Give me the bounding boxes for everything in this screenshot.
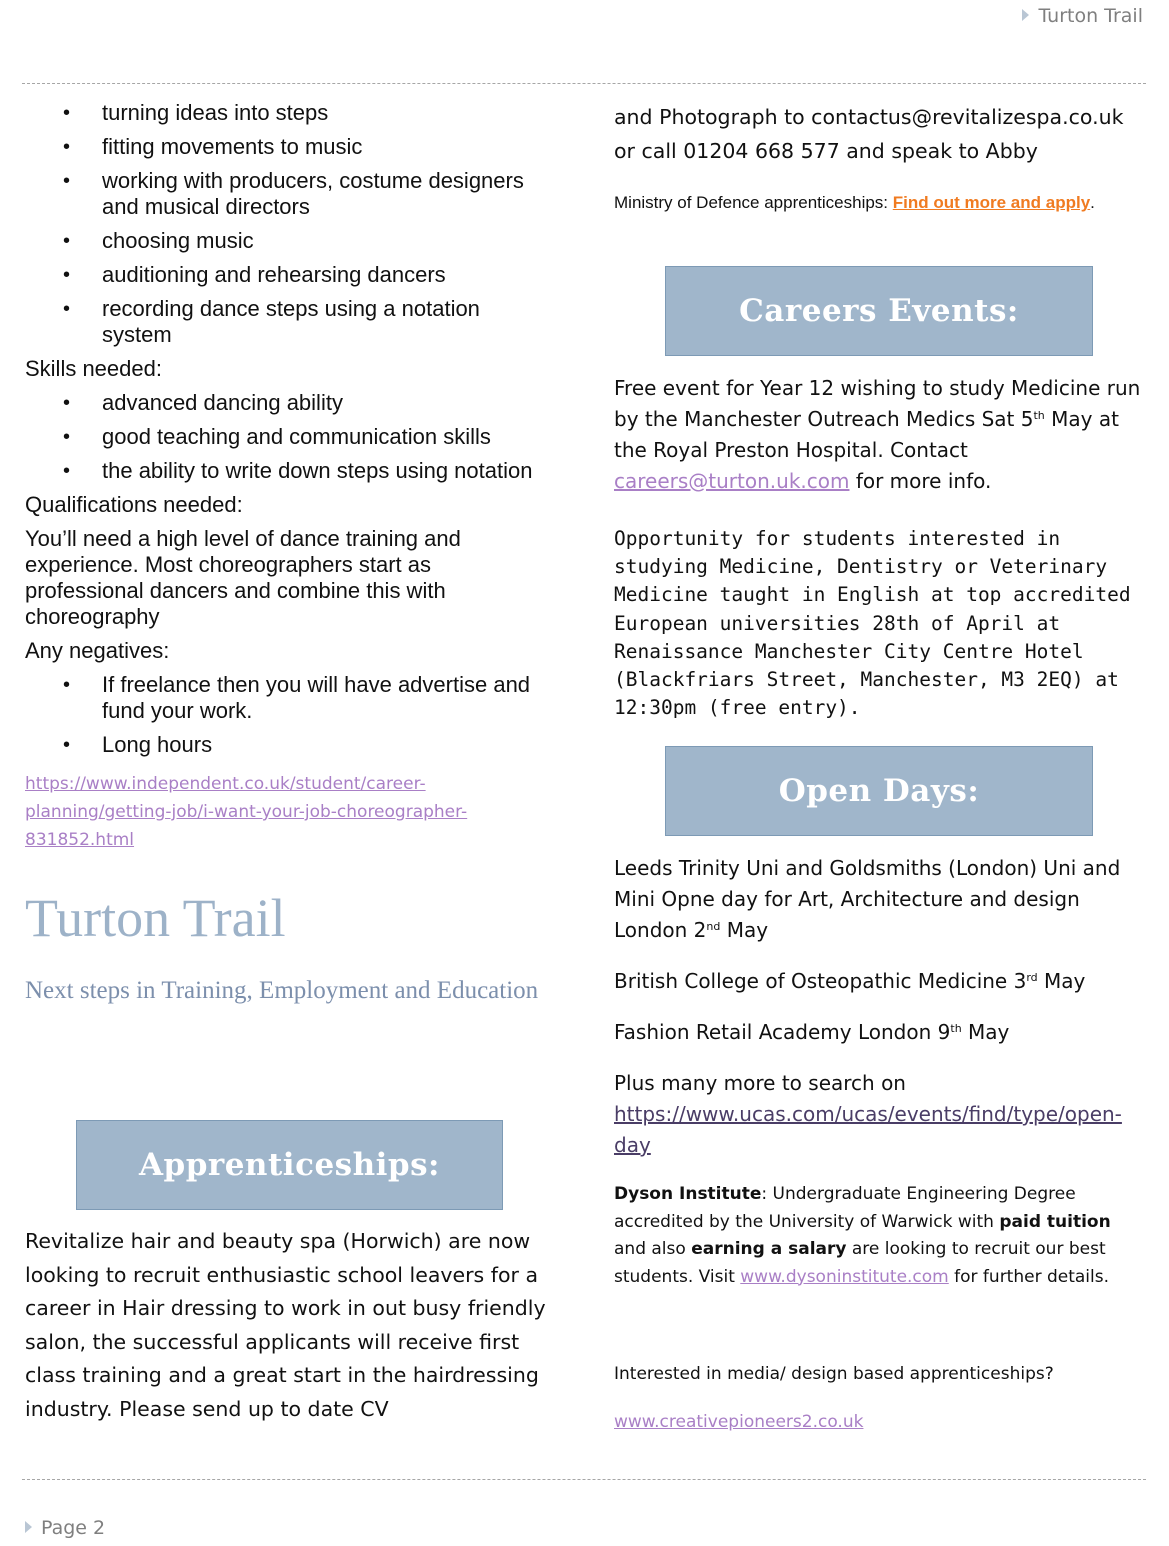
dyson-text-b: and also <box>614 1239 692 1259</box>
dyson-text-c: are looking to recruit our best students. Visit <box>614 1239 1106 1287</box>
dyson-link[interactable]: www.dysoninstitute.com <box>740 1266 949 1287</box>
open-day-fashion-retail <box>614 1017 1144 1048</box>
newsletter-subtitle: Next steps in Training, Employment and Education <box>25 977 539 1004</box>
event1-text-b: May at the Royal Preston Hospital. Contact <box>614 407 1119 462</box>
list-item: • good teaching and communication skills <box>25 424 555 450</box>
dyson-text-d: for further details. <box>948 1266 1110 1287</box>
dyson-text-a: : Undergraduate Engineering Degree accredited by the University of Warwick with <box>614 1184 1076 1232</box>
mod-end: . <box>1090 193 1095 212</box>
list-item: • fitting movements to music <box>25 134 555 160</box>
od1-text-a: Leeds Trinity Uni and Goldsmiths (London) Uni and Mini Opne day for Art, Architecture and design London 2 <box>614 856 1121 942</box>
list-item: • working with producers, costume designers and musical directors <box>25 168 555 220</box>
list-item: • recording dance steps using a notation system <box>25 296 555 348</box>
mod-apprenticeships <box>614 190 1142 216</box>
footer <box>25 1517 105 1539</box>
dyson-bold-2: paid tuition <box>999 1211 1111 1232</box>
od2-text-b: May <box>1037 969 1086 993</box>
source-url-line-3[interactable]: 831852.html <box>25 830 135 850</box>
event1-text-c: for more info. <box>849 469 992 493</box>
negatives-list <box>25 672 555 758</box>
qualifications-text: You’ll need a high level of dance training and experience. Most choreographers start as professional dancers and combine this with choreography <box>25 526 461 629</box>
od1-sup: nd <box>706 920 721 933</box>
od3-text-a: Fashion Retail Academy London 9 <box>614 1020 951 1044</box>
duties-list <box>25 100 555 348</box>
apprenticeships-heading: Apprenticeships: <box>138 1147 441 1183</box>
footer-divider <box>22 1479 1146 1480</box>
od4-text: Plus many more to search on <box>614 1071 906 1095</box>
careers-email-link[interactable]: careers@turton.uk.com <box>614 469 850 493</box>
list-item: • choosing music <box>25 228 555 254</box>
apprenticeships-text: Revitalize hair and beauty spa (Horwich) are now looking to recruit enthusiastic school leavers for a career in Hair dressing to work in out busy friendly salon, the successful applicants will receive first class training and a great start in the hairdressing industry. Please send up to date CV <box>25 1229 546 1421</box>
header-title: Turton Trail <box>1038 5 1143 27</box>
open-day-osteopathic <box>614 966 1144 997</box>
careers-events-heading: Careers Events: <box>739 293 1019 329</box>
source-link[interactable] <box>25 770 555 854</box>
source-url-line-1[interactable]: https://www.independent.co.uk/student/career- <box>25 774 426 794</box>
triangle-bullet-icon <box>25 1521 32 1533</box>
open-day-leeds-goldsmiths <box>614 853 1144 946</box>
list-item: • Long hours <box>25 732 555 758</box>
list-item: • turning ideas into steps <box>25 100 555 126</box>
dyson-bold: Dyson Institute <box>614 1184 762 1204</box>
open-days-section <box>614 853 1144 1436</box>
list-item: • advanced dancing ability <box>25 390 555 416</box>
od2-text-a: British College of Osteopathic Medicine 3 <box>614 969 1027 993</box>
od3-sup: th <box>950 1022 962 1035</box>
ucas-open-day-link[interactable]: https://www.ucas.com/ucas/events/find/type/open-day <box>614 1102 1122 1157</box>
negatives-heading: Any negatives: <box>25 638 170 663</box>
careers-events-heading-box <box>665 266 1093 356</box>
open-day-ucas-search <box>614 1068 1144 1161</box>
triangle-bullet-icon <box>1022 9 1029 21</box>
dyson-institute <box>614 1181 1144 1291</box>
careers-events-section <box>614 373 1144 722</box>
dyson-bold-3: earning a salary <box>691 1239 847 1259</box>
media-question: Interested in media/ design based apprenticeships? <box>614 1364 1054 1384</box>
event-european-universities: Opportunity for students interested in studying Medicine, Dentistry or Veterinary Medicine taught in English at top accredited European universities 28th of April at Renaissance Manchester City Centre Hotel (Blackfriars Street, Manchester, M3 2EQ) at 12:30pm (free entry). <box>614 527 1131 720</box>
mod-apply-link[interactable]: Find out more and apply <box>892 193 1091 212</box>
header-divider <box>22 83 1146 84</box>
right-column <box>614 100 1142 216</box>
od3-text-b: May <box>961 1020 1010 1044</box>
open-days-heading: Open Days: <box>778 773 980 809</box>
event1-text-a: Free event for Year 12 wishing to study Medicine run by the Manchester Outreach Medics Sat 5 <box>614 376 1141 431</box>
contact-line-2: or call 01204 668 577 and speak to Abby <box>614 139 1038 163</box>
list-item: • If freelance then you will have advertise and fund your work. <box>25 672 555 724</box>
source-url-line-2[interactable]: planning/getting-job/i-want-your-job-choreographer- <box>25 802 468 822</box>
od1-text-b: May <box>720 918 769 942</box>
list-item: • the ability to write down steps using notation <box>25 458 555 484</box>
creative-pioneers-link[interactable]: www.creativepioneers2.co.uk <box>614 1411 864 1432</box>
left-column <box>25 100 555 1006</box>
skills-heading: Skills needed: <box>25 356 162 381</box>
apprenticeships-heading-box <box>76 1120 503 1210</box>
skills-list <box>25 390 555 484</box>
page-number: Page 2 <box>41 1517 106 1539</box>
newsletter-title: Turton Trail <box>25 888 286 948</box>
event-medicine-outreach <box>614 373 1144 497</box>
qualifications-heading: Qualifications needed: <box>25 492 243 517</box>
mod-text: Ministry of Defence apprenticeships: <box>614 193 893 212</box>
list-item: • auditioning and rehearsing dancers <box>25 262 555 288</box>
open-days-heading-box <box>665 746 1093 836</box>
od2-sup: rd <box>1026 971 1038 984</box>
contact-line-1: and Photograph to contactus@revitalizespa.co.uk <box>614 105 1124 129</box>
media-link-line <box>614 1409 1144 1437</box>
running-header <box>1022 5 1143 27</box>
event1-sup: th <box>1033 409 1045 422</box>
